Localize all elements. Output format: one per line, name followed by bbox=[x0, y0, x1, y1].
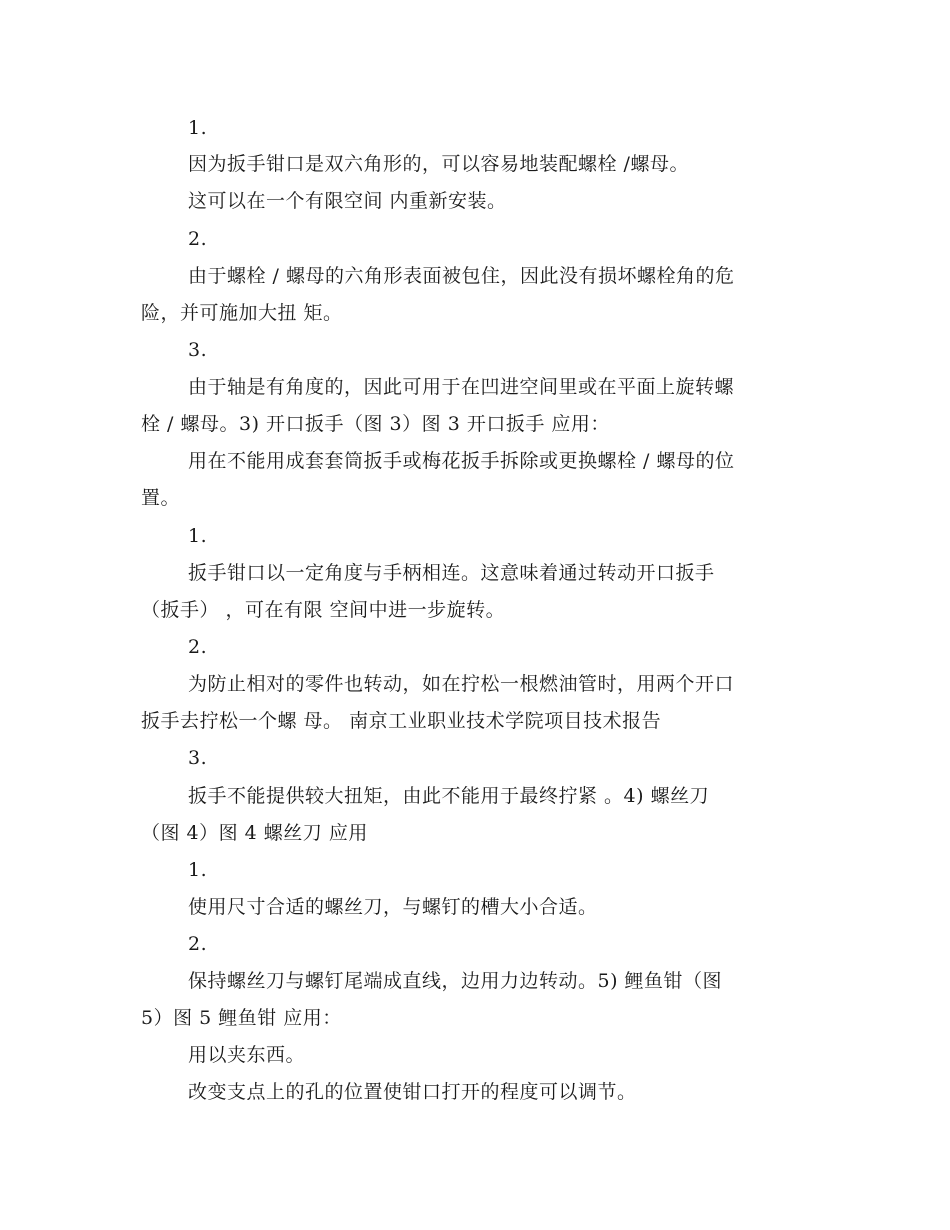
list-number: 1. bbox=[188, 117, 208, 139]
paragraph-line: 使用尺寸合适的螺丝刀，与螺钉的槽大小合适。 bbox=[188, 896, 598, 918]
paragraph-line: 由于螺栓 / 螺母的六角形表面被包住，因此没有损坏螺栓角的危 bbox=[188, 265, 735, 287]
paragraph-line: 由于轴是有角度的，因此可用于在凹进空间里或在平面上旋转螺 bbox=[188, 376, 735, 398]
paragraph-line: （扳手） ，可在有限 空间中进一步旋转。 bbox=[141, 599, 506, 621]
paragraph-line: 扳手钳口以一定角度与手柄相连。这意味着通过转动开口扳手 bbox=[188, 562, 715, 584]
paragraph-line: 险，并可施加大扭 矩。 bbox=[141, 302, 343, 324]
paragraph-line: 扳手不能提供较大扭矩，由此不能用于最终拧紧 。4) 螺丝刀 bbox=[188, 785, 710, 807]
list-number: 2. bbox=[188, 933, 208, 955]
paragraph-line: 扳手去拧松一个螺 母。 南京工业职业技术学院项目技术报告 bbox=[141, 710, 662, 732]
list-number: 2. bbox=[188, 636, 208, 658]
list-number: 1. bbox=[188, 859, 208, 881]
paragraph-line: 用以夹东西。 bbox=[188, 1044, 306, 1066]
paragraph-line: 保持螺丝刀与螺钉尾端成直线，边用力边转动。5) 鲤鱼钳（图 bbox=[188, 970, 723, 992]
paragraph-line: 为防止相对的零件也转动，如在拧松一根燃油管时，用两个开口 bbox=[188, 673, 735, 695]
paragraph-line: 用在不能用成套套筒扳手或梅花扳手拆除或更换螺栓 / 螺母的位 bbox=[188, 450, 735, 472]
paragraph-line: （图 4）图 4 螺丝刀 应用 bbox=[141, 822, 368, 844]
paragraph-line: 栓 / 螺母。3) 开口扳手（图 3）图 3 开口扳手 应用： bbox=[141, 413, 610, 435]
paragraph-line: 改变支点上的孔的位置使钳口打开的程度可以调节。 bbox=[188, 1081, 637, 1103]
list-number: 1. bbox=[188, 525, 208, 547]
list-number: 3. bbox=[188, 339, 208, 361]
list-number: 3. bbox=[188, 747, 208, 769]
paragraph-line: 因为扳手钳口是双六角形的，可以容易地装配螺栓 /螺母。 bbox=[188, 153, 689, 175]
paragraph-line: 置。 bbox=[141, 487, 181, 509]
paragraph-line: 这可以在一个有限空间 内重新安装。 bbox=[188, 190, 507, 212]
list-number: 2. bbox=[188, 228, 208, 250]
paragraph-line: 5）图 5 鲤鱼钳 应用： bbox=[141, 1007, 342, 1029]
